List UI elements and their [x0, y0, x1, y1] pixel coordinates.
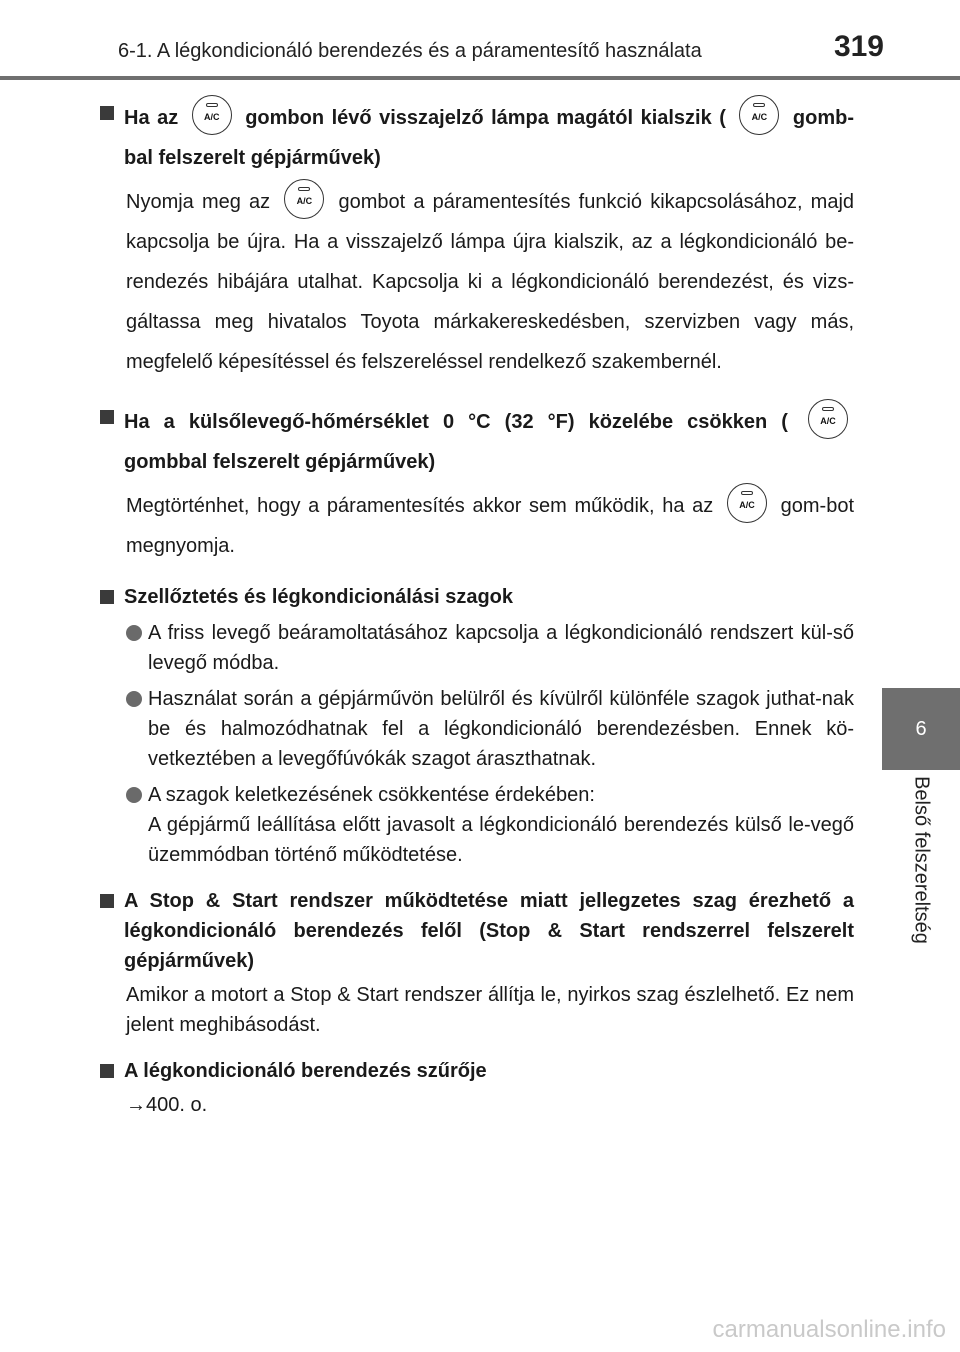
page-header-title: 6-1. A légkondicionáló berendezés és a páramentesítő használata — [118, 40, 702, 62]
ac-button-icon: A/C — [727, 483, 767, 523]
ac-button-icon: A/C — [284, 179, 324, 219]
section-heading-filter: A légkondicionáló berendezés szűrője — [100, 1056, 854, 1086]
ac-button-icon: A/C — [192, 95, 232, 135]
chapter-tab[interactable] — [882, 688, 960, 770]
section-body-low-temperature: Megtörténhet, hogy a páramentesítés akkor sem működik, ha az A/C gom-bot megnyomja. — [126, 486, 854, 566]
section-heading-odors: Szellőztetés és légkondicionálási szagok — [100, 582, 854, 612]
square-bullet-icon — [100, 1064, 114, 1078]
section-heading-low-temperature: Ha a külsőlevegő-hőmérséklet 0 °C (32 °F) közelébe csökken ( A/C gombbal felszerelt gépjárművek) — [100, 402, 854, 482]
square-bullet-icon — [100, 894, 114, 908]
ac-button-icon: A/C — [808, 399, 848, 439]
watermark: carmanualsonline.info — [712, 1316, 946, 1343]
ac-button-icon: A/C — [739, 95, 779, 135]
square-bullet-icon — [100, 106, 114, 120]
list-item: A friss levegő beáramoltatásához kapcsolja a légkondicionáló rendszert kül-ső levegő módba. — [126, 618, 854, 678]
page-reference-link[interactable]: →400. o. — [126, 1094, 208, 1116]
page-number: 319 — [833, 30, 884, 63]
round-bullet-icon — [126, 787, 142, 803]
chapter-number: 6 — [915, 717, 927, 740]
page-content — [100, 98, 854, 1120]
chapter-label: Belső felszereltség — [910, 776, 933, 944]
square-bullet-icon — [100, 410, 114, 424]
list-item: Használat során a gépjárművön belülről és kívülről különféle szagok juthat-nak be és halmozódhatnak fel a légkondicionáló berendezésben. Ennek kö-vetkeztében a levegőfúvókák szagot áraszthatnak. — [126, 684, 854, 774]
section-body-stop-start: Amikor a motort a Stop & Start rendszer állítja le, nyirkos szag észlelhető. Ez nem jelent meghibásodást. — [126, 984, 854, 1036]
section-heading-indicator-off: Ha az A/C gombon lévő visszajelző lámpa magától kialszik ( A/C gomb-bal felszerelt gépjárművek) — [100, 98, 854, 178]
round-bullet-icon — [126, 691, 142, 707]
list-item: A szagok keletkezésének csökkentése érdekében: A gépjármű leállítása előtt javasolt a légkondicionáló berendezés külső le-vegő üzemmódban történő működtetése. — [126, 780, 854, 870]
section-body-indicator-off: Nyomja meg az A/C gombot a páramentesítés funkció kikapcsolásához, majd kapcsolja be újra. Ha a visszajelző lámpa újra kialszik, az a légkondicionáló be-rendezés hibájára utalhat. Kapcsolja ki a légkondicionáló berendezést, és vizs-gáltassa meg hivatalos Toyota márkakereskedésben, szervizben vagy más, megfelelő képesítéssel és felszereléssel rendelkező szakembernél. — [126, 182, 854, 382]
header-divider — [0, 76, 960, 80]
round-bullet-icon — [126, 625, 142, 641]
section-heading-stop-start: A Stop & Start rendszer működtetése miatt jellegzetes szag érezhető a légkondicionáló berendezés felől (Stop & Start rendszerrel felszerelt gépjárművek) — [100, 886, 854, 976]
square-bullet-icon — [100, 590, 114, 604]
